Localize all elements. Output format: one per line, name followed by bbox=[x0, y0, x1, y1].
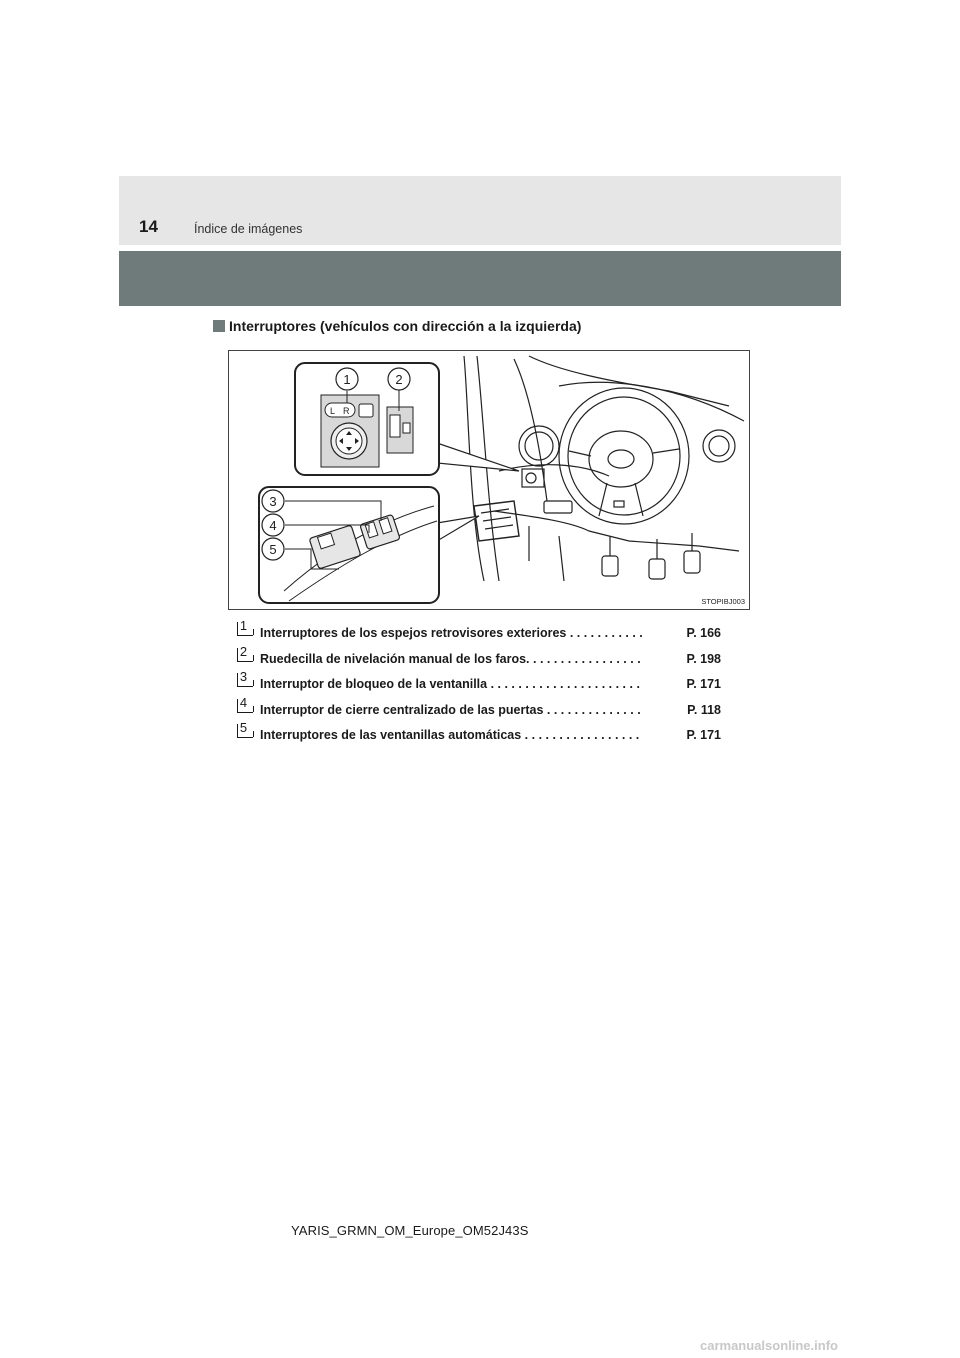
number-box-icon: 4 bbox=[237, 697, 253, 713]
legend-item bbox=[237, 643, 723, 672]
pedal-2 bbox=[649, 559, 665, 579]
number-box-icon: 1 bbox=[237, 620, 253, 636]
legend-list bbox=[237, 620, 723, 748]
inset-door-switches bbox=[259, 487, 439, 603]
section-title: Índice de imágenes bbox=[194, 222, 303, 236]
section-heading bbox=[213, 318, 581, 334]
pedal-3 bbox=[684, 551, 700, 573]
legend-page-ref[interactable]: P. 171 bbox=[686, 728, 721, 742]
legend-page-ref[interactable]: P. 198 bbox=[686, 651, 721, 666]
title-bar bbox=[119, 251, 841, 306]
mirror-label-r: R bbox=[343, 406, 350, 416]
figure-code: STOPIBJ003 bbox=[701, 597, 745, 606]
footer-document-code: YARIS_GRMN_OM_Europe_OM52J43S bbox=[291, 1223, 529, 1238]
legend-page-ref[interactable]: P. 171 bbox=[686, 677, 721, 691]
number-box-icon: 3 bbox=[237, 671, 253, 687]
callout-4: 4 bbox=[269, 518, 277, 533]
legend-page-ref[interactable]: P. 118 bbox=[687, 702, 721, 717]
pedal-1 bbox=[602, 556, 618, 576]
legend-text: Interruptor de bloqueo de la ventanilla . . . . . . . . . . . . . . . . . . . . . . bbox=[260, 677, 640, 691]
steering-wheel-hub bbox=[589, 431, 653, 487]
mirror-switch-small bbox=[522, 469, 544, 487]
switches-illustration bbox=[228, 350, 750, 610]
legend-page-ref[interactable]: P. 166 bbox=[686, 626, 721, 640]
cockpit-drawing bbox=[229, 351, 750, 610]
callout-1: 1 bbox=[343, 372, 351, 387]
heading-square-icon bbox=[213, 320, 225, 332]
callout-5: 5 bbox=[269, 542, 277, 557]
number-box-icon: 2 bbox=[237, 646, 253, 662]
legend-text: Ruedecilla de nivelación manual de los faros. . . . . . . . . . . . . . . . . bbox=[260, 651, 641, 666]
legend-item bbox=[237, 620, 723, 646]
a-pillar-line bbox=[464, 356, 484, 581]
callout-3: 3 bbox=[269, 494, 277, 509]
legend-text: Interruptores de las ventanillas automáticas . . . . . . . . . . . . . . . . . bbox=[260, 728, 640, 742]
legend-item bbox=[237, 671, 723, 697]
legend-item bbox=[237, 722, 723, 748]
legend-text: Interruptor de cierre centralizado de las puertas . . . . . . . . . . . . . . bbox=[260, 702, 641, 717]
heading-text: Interruptores (vehículos con dirección a la izquierda) bbox=[229, 318, 582, 334]
page-number: 14 bbox=[139, 217, 158, 236]
legend-item bbox=[237, 694, 723, 723]
inset-mirror-switch bbox=[295, 363, 439, 475]
site-watermark: carmanualsonline.info bbox=[700, 1338, 838, 1353]
mirror-label-l: L bbox=[330, 406, 336, 416]
callout-2: 2 bbox=[395, 372, 403, 387]
number-box-icon: 5 bbox=[237, 722, 253, 738]
legend-text: Interruptores de los espejos retrovisores exteriores . . . . . . . . . . . bbox=[260, 626, 643, 640]
